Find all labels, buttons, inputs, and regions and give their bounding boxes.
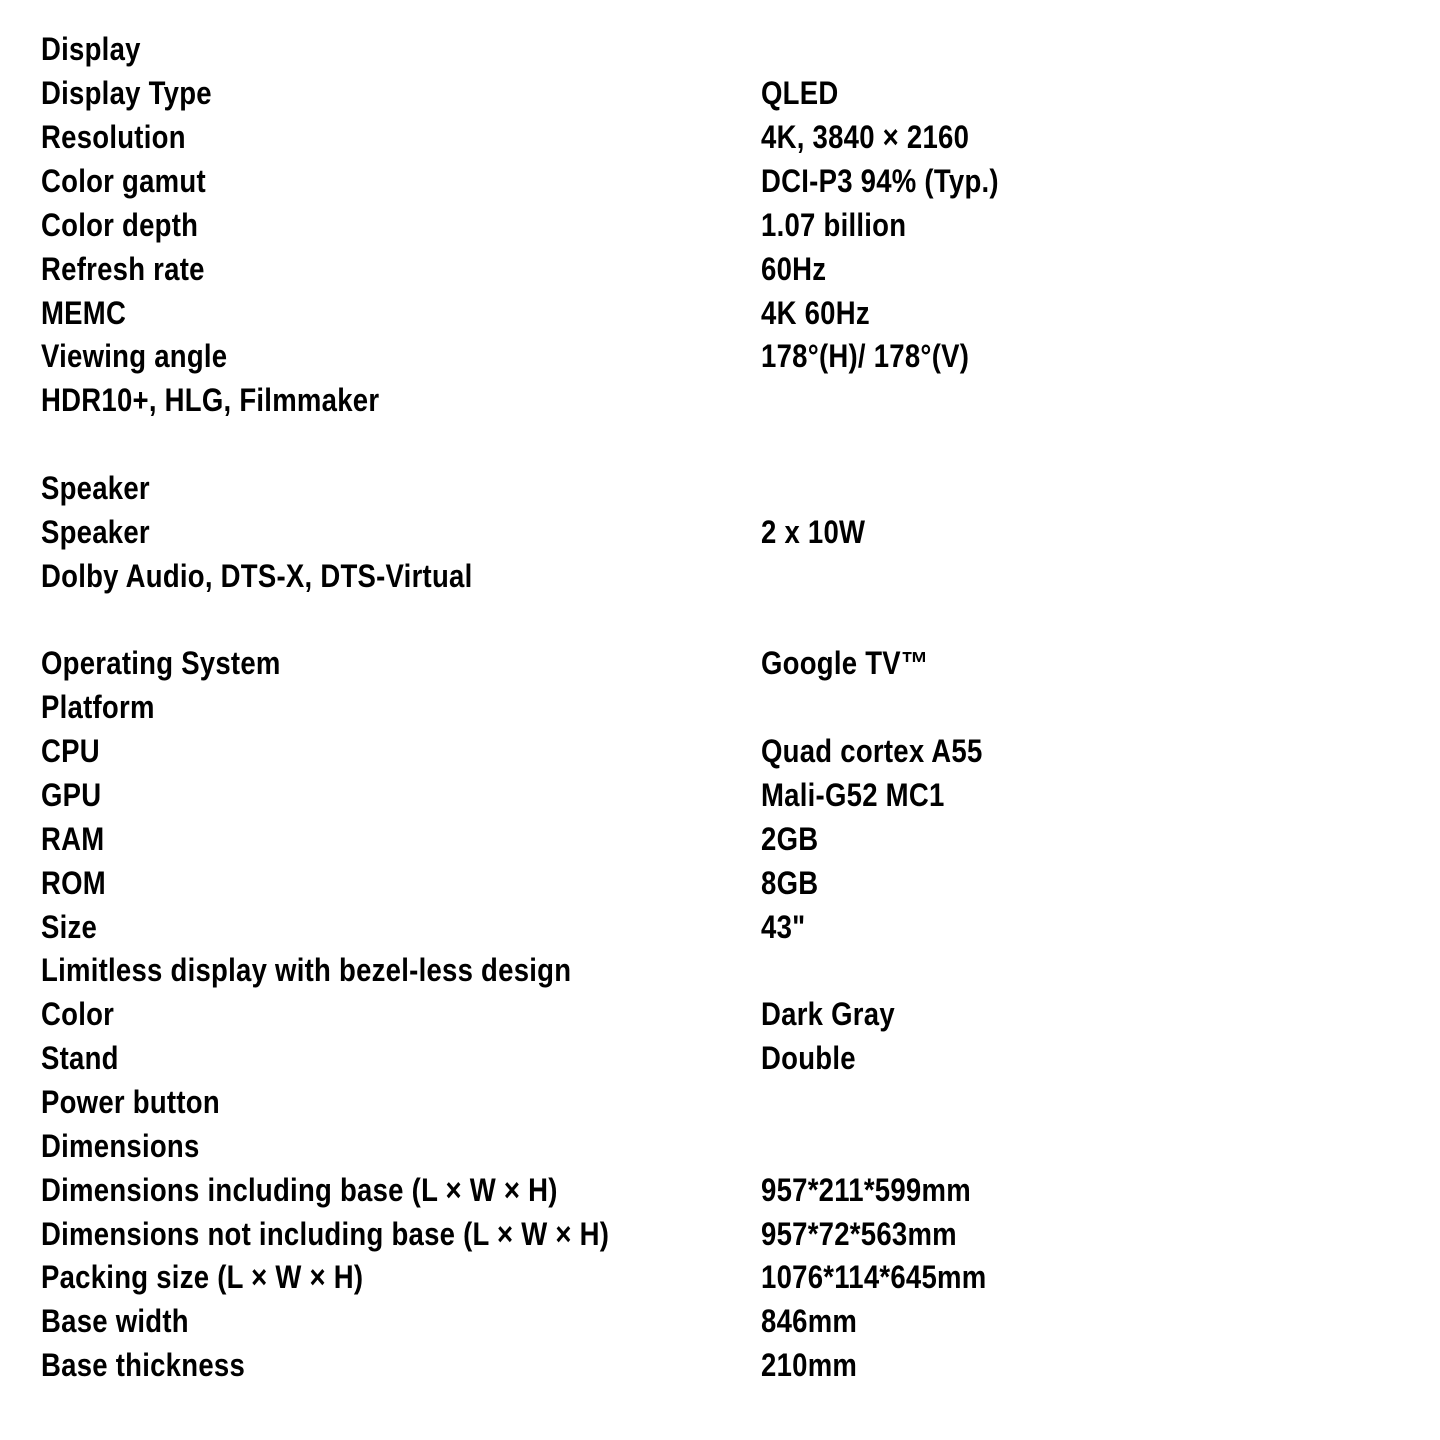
spec-row	[41, 510, 1401, 554]
spec-label: Packing size (L × W × H)	[41, 1259, 364, 1296]
spec-label: Dimensions not including base (L × W × H)	[41, 1215, 610, 1252]
spec-row	[41, 28, 1401, 72]
spec-value: 957*72*563mm	[761, 1215, 957, 1252]
spec-value: Quad cortex A55	[761, 733, 983, 770]
spec-value: Mali-G52 MC1	[761, 777, 945, 814]
spec-row	[41, 1037, 1401, 1081]
spec-row	[41, 116, 1401, 160]
spec-value: 178°(H)/ 178°(V)	[761, 338, 970, 375]
spec-label: Stand	[41, 1040, 119, 1077]
spec-label: Refresh rate	[41, 250, 205, 287]
spec-label: Dimensions including base (L × W × H)	[41, 1171, 558, 1208]
spec-label: Color depth	[41, 206, 199, 243]
spec-value: Google TV™	[761, 645, 929, 682]
spec-label: Color	[41, 996, 115, 1033]
spec-label: Power button	[41, 1084, 220, 1121]
spec-label: Platform	[41, 689, 155, 726]
spec-label: Speaker	[41, 470, 150, 507]
spec-row	[41, 730, 1401, 774]
spec-value: DCI-P3 94% (Typ.)	[761, 163, 999, 199]
spec-label: Dimensions	[41, 1127, 200, 1164]
spec-label: Display	[41, 31, 141, 68]
spec-row	[41, 1344, 1401, 1388]
spec-value: 1076*114*645mm	[761, 1259, 987, 1296]
spec-label: Size	[41, 908, 98, 945]
spec-row	[41, 291, 1401, 335]
spec-row	[41, 817, 1401, 861]
spec-row	[41, 1081, 1401, 1125]
spec-row	[41, 1168, 1401, 1212]
spec-value: 1.07 billion	[761, 206, 907, 243]
spec-row	[41, 247, 1401, 291]
spec-row	[41, 1124, 1401, 1168]
spec-row	[41, 686, 1401, 730]
spec-label: RAM	[41, 820, 105, 857]
spec-row	[41, 905, 1401, 949]
spec-row	[41, 949, 1401, 993]
spec-label: Operating System	[41, 645, 281, 682]
spec-row	[41, 993, 1401, 1037]
spec-label: GPU	[41, 777, 102, 814]
spec-value: QLED	[761, 75, 839, 112]
spec-label: HDR10+, HLG, Filmmaker	[41, 382, 380, 419]
spec-row	[41, 335, 1401, 379]
spec-value: 2 x 10W	[761, 513, 866, 550]
spec-value: 60Hz	[761, 250, 827, 287]
spec-row	[41, 467, 1401, 511]
spec-row	[41, 160, 1401, 204]
spec-label: Limitless display with bezel-less design	[41, 952, 572, 989]
section-spacer	[41, 423, 1401, 467]
spec-value: 210mm	[761, 1347, 858, 1384]
spec-value: 2GB	[761, 820, 819, 857]
spec-label: CPU	[41, 733, 100, 770]
spec-value: 957*211*599mm	[761, 1171, 971, 1208]
spec-value: Dark Gray	[761, 996, 895, 1033]
section-spacer	[41, 598, 1401, 642]
spec-row	[41, 1212, 1401, 1256]
spec-table	[41, 28, 1401, 1388]
spec-row	[41, 554, 1401, 598]
spec-value: 8GB	[761, 864, 819, 901]
spec-label: Resolution	[41, 119, 186, 156]
spec-value: 4K, 3840 × 2160	[761, 119, 970, 156]
spec-row	[41, 642, 1401, 686]
spec-row	[41, 379, 1401, 423]
spec-label: Dolby Audio, DTS-X, DTS-Virtual	[41, 557, 473, 594]
spec-value: Double	[761, 1040, 856, 1077]
spec-label: Color gamut	[41, 163, 206, 199]
spec-row	[41, 861, 1401, 905]
spec-label: Base thickness	[41, 1347, 246, 1384]
spec-row	[41, 1256, 1401, 1300]
spec-row	[41, 1300, 1401, 1344]
spec-value: 846mm	[761, 1303, 858, 1340]
spec-value: 43"	[761, 908, 806, 945]
spec-row	[41, 774, 1401, 818]
spec-label: Base width	[41, 1303, 189, 1340]
spec-value: 4K 60Hz	[761, 294, 870, 331]
spec-label: MEMC	[41, 294, 127, 331]
spec-label: Speaker	[41, 513, 150, 550]
spec-row	[41, 72, 1401, 116]
spec-label: Display Type	[41, 75, 212, 112]
spec-label: Viewing angle	[41, 338, 228, 375]
spec-row	[41, 203, 1401, 247]
spec-label: ROM	[41, 864, 106, 901]
